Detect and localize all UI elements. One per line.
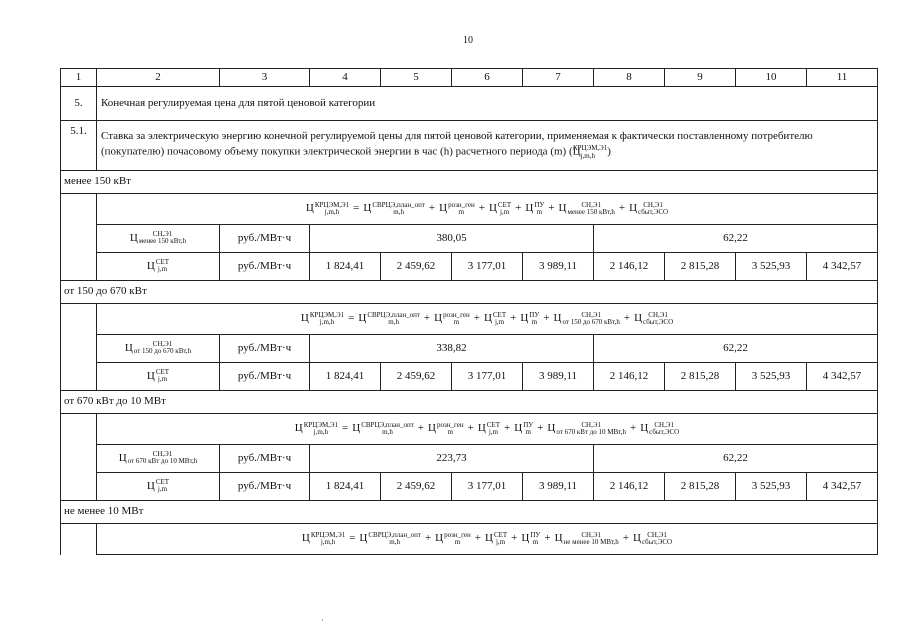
formula-term [434,312,470,324]
formula [295,422,679,436]
symbol-sup: СЕТ [155,258,170,267]
symbol-sup: СЕТ [493,530,508,539]
group-title: от 670 кВт до 10 МВт [61,391,878,414]
value-spacer [61,253,97,281]
sn-label [97,445,220,473]
value-spacer [61,225,97,253]
formula-row [61,414,878,445]
symbol-letter: Ц [146,259,155,272]
symbol-letter: Ц [300,312,309,325]
symbol-sub: j,m [495,537,506,546]
symbol-sup: СН,Э1 [152,450,173,459]
symbol-sub: j,m,h [324,207,340,216]
symbol-indices [529,312,539,326]
set-value: 2 146,12 [594,253,665,281]
formula-operator: + [467,422,474,435]
set-symbol [147,260,169,272]
symbol-sub: от 150 до 670 кВт,h [562,317,620,326]
sbyt-value: 62,22 [594,225,878,253]
set-value: 4 342,57 [807,473,878,501]
symbol-indices [156,479,169,493]
symbol-letter: Ц [359,532,368,545]
symbol-letter: Ц [129,231,138,244]
symbol-sub: m [447,427,453,436]
sn-value-row [61,335,878,363]
formula-operator: + [478,202,485,215]
symbol-letter: Ц [521,532,530,545]
column-number: 11 [807,69,878,87]
formula-term [521,532,540,544]
symbol-sup: СЕТ [497,200,512,209]
symbol-sup: КРЦЭМ,Э1 [310,530,346,539]
formula-operator: + [515,202,522,215]
symbol-indices [368,532,421,546]
symbol-letter: Ц [118,451,127,464]
symbol-indices [638,202,668,216]
column-number: 9 [665,69,736,87]
formula [302,532,672,546]
symbol-indices [493,312,506,326]
formula-term [514,422,533,434]
group-heading-row [61,391,878,414]
column-number: 7 [523,69,594,87]
formula-term [554,312,620,324]
description-sup: КРЦЭМ,Э1 [572,144,608,153]
sn-value: 338,82 [310,335,594,363]
symbol-indices [556,422,626,436]
symbol-indices [128,451,198,465]
symbol-sup: СН,Э1 [581,200,601,209]
symbol-letter: Ц [146,369,155,382]
formula-term [363,202,425,214]
set-value: 3 989,11 [523,473,594,501]
symbol-letter: Ц [352,422,361,435]
symbol-letter: Ц [305,202,314,215]
symbol-sub: m,h [393,207,404,216]
symbol-sup: СВРЦЭ,план_опт [367,310,420,319]
symbol-sup: ПУ [534,200,545,209]
symbol-sub: j,m [157,375,168,384]
formula-term [547,422,626,434]
symbol-indices [372,202,425,216]
formula-spacer [61,304,97,335]
formula-operator: + [544,532,551,545]
formula-spacer [61,194,97,225]
symbol-indices [643,312,673,326]
symbol-sup: СН,Э1 [152,230,173,239]
formula-term [359,532,421,544]
formula-row [61,304,878,335]
value-spacer [61,335,97,363]
symbol-sub: от 670 кВт до 10 МВт,h [127,457,198,466]
unit-label: руб./МВт·ч [220,363,310,391]
formula-cell [97,194,878,225]
symbol-letter: Ц [428,422,436,435]
symbol-letter: Ц [358,312,367,325]
symbol-indices [562,312,619,326]
symbol-indices [437,422,464,436]
symbol-sub: сбыт,ЭСО [638,207,669,216]
section-number: 5. [61,87,97,121]
set-value: 1 824,41 [310,473,381,501]
symbol-indices [642,532,672,546]
column-number: 1 [61,69,97,87]
formula-operator: + [623,312,631,325]
formula-operator: + [423,312,431,325]
formula-term [640,422,679,434]
symbol-sup: СЕТ [155,478,170,487]
symbol-indices [443,312,470,326]
symbol-sup: СН,Э1 [647,530,667,539]
symbol-sub: от 670 кВт до 10 МВт,h [556,427,626,436]
formula-cell [97,304,878,335]
stray-mark: · [321,616,324,625]
formula-term [484,312,506,324]
unit-label: руб./МВт·ч [220,335,310,363]
formula-row [61,194,878,225]
symbol-sup: СВРЦЭ,план_опт [361,420,414,429]
symbol-sub: j,m,h [313,427,329,436]
sn-value-row [61,225,878,253]
symbol-sub: j,m,h [320,537,336,546]
symbol-sub: m [454,537,461,546]
symbol-sub: m [453,317,460,326]
symbol-sub: j,m [499,207,510,216]
tariff-table [60,68,878,555]
symbol-sup: СН,Э1 [581,420,601,429]
group-heading-row [61,501,878,524]
unit-label: руб./МВт·ч [220,225,310,253]
formula-term [352,422,414,434]
formula-term [478,422,500,434]
set-value: 3 525,93 [736,363,807,391]
symbol-sup: розн_ген [448,200,475,209]
unit-label: руб./МВт·ч [220,253,310,281]
formula [301,312,673,326]
symbol-sub: j,m [488,427,498,436]
symbol-letter: Ц [633,532,641,545]
symbol-indices [523,422,533,436]
sn-symbol [119,452,198,464]
formula-cell [97,414,878,445]
symbol-indices [568,202,615,216]
set-value-row [61,253,878,281]
symbol-letter: Ц [435,532,444,545]
set-value: 2 146,12 [594,473,665,501]
sn-symbol [130,232,186,244]
symbol-sub: сбыт,ЭСО [643,317,674,326]
symbol-letter: Ц [483,312,492,325]
set-value: 3 989,11 [523,363,594,391]
sbyt-value: 62,22 [594,445,878,473]
symbol-sub: m [525,427,531,436]
set-value: 2 459,62 [381,473,452,501]
column-number: 3 [220,69,310,87]
value-spacer [61,363,97,391]
formula-term [633,532,672,544]
symbol-letter: Ц [439,202,448,215]
set-value: 2 815,28 [665,253,736,281]
group-title: не менее 10 МВт [61,501,878,524]
set-value-row [61,363,878,391]
symbol-sup: ПУ [523,420,534,429]
symbol-indices [494,532,507,546]
symbol-sup: СН,Э1 [152,340,173,349]
set-symbol [147,480,169,492]
group-heading-row [61,281,878,304]
column-number: 5 [381,69,452,87]
subsection-row [61,121,878,171]
formula-term [525,202,544,214]
symbol-sup: СН,Э1 [581,310,601,319]
formula-term [634,312,673,324]
symbol-indices [134,341,191,355]
symbol-sub: j,m [494,317,505,326]
symbol-letter: Ц [294,422,303,435]
set-value: 3 989,11 [523,253,594,281]
formula-operator: + [504,422,511,435]
set-label [97,363,220,391]
formula-term [555,532,619,544]
symbol-sup: КРЦЭМ,Э1 [309,310,345,319]
formula-term [485,532,507,544]
set-value: 3 525,93 [736,473,807,501]
symbol-letter: Ц [484,532,493,545]
section-title: Конечная регулируемая цена для пятой ценовой категории [97,87,878,121]
symbol-letter: Ц [640,422,649,435]
symbol-indices [315,202,349,216]
sbyt-value: 62,22 [594,335,878,363]
set-value-row [61,473,878,501]
symbol-sub: m [532,537,539,546]
sn-value: 223,73 [310,445,594,473]
symbol-sub: m [458,207,465,216]
formula-operator: = [348,312,355,325]
formula-lhs [302,532,345,544]
symbol-indices [156,369,169,383]
symbol-sup: СН,Э1 [643,200,663,209]
sn-symbol [125,342,191,354]
page-number: 10 [463,35,473,46]
set-value: 2 459,62 [381,363,452,391]
symbol-sup: СН,Э1 [581,530,601,539]
group-heading-row [61,171,878,194]
symbol-letter: Ц [477,422,486,435]
formula-operator: = [342,422,349,435]
set-symbol [147,370,169,382]
formula-operator: + [474,532,481,545]
formula-operator: + [417,422,424,435]
set-value: 2 815,28 [665,363,736,391]
symbol-letter: Ц [520,312,529,325]
symbol-letter: Ц [488,202,497,215]
formula-operator: + [424,532,432,545]
sn-value-row [61,445,878,473]
set-value: 4 342,57 [807,363,878,391]
set-value: 1 824,41 [310,253,381,281]
formula-operator: + [473,312,480,325]
symbol-sub: менее 150 кВт,h [138,237,187,246]
set-value: 3 525,93 [736,253,807,281]
formula-term [435,532,471,544]
set-label [97,473,220,501]
symbol-letter: Ц [629,202,638,215]
symbol-sub: m,h [382,427,393,436]
symbol-sub: j,m,h [319,317,335,326]
symbol-sup: розн_ген [444,530,471,539]
symbol-indices [304,422,338,436]
symbol-sup: СВРЦЭ,план_опт [368,530,421,539]
column-numbers-row [61,69,878,87]
symbol-letter: Ц [146,479,155,492]
symbol-letter: Ц [514,422,523,435]
symbol-sub: m [531,317,538,326]
formula-operator: + [543,312,550,325]
symbol-sup: СН,Э1 [648,310,668,319]
formula-operator: + [511,532,518,545]
unit-label: руб./МВт·ч [220,445,310,473]
symbol-sub: не менее 10 МВт,h [563,537,619,546]
formula-lhs [295,422,338,434]
set-label [97,253,220,281]
subsection-number: 5.1. [61,121,97,171]
formula-term [489,202,511,214]
formula-operator: + [537,422,544,435]
symbol-letter: Ц [558,202,567,215]
group-title: менее 150 кВт [61,171,878,194]
description-sub: j,m,h [580,151,595,160]
symbol-indices [564,532,619,546]
formula-cell [97,524,878,555]
set-value: 3 177,01 [452,473,523,501]
sn-label [97,225,220,253]
sn-label [97,335,220,363]
value-spacer [61,473,97,501]
set-value: 2 459,62 [381,253,452,281]
symbol-letter: Ц [553,312,562,325]
symbol-indices [139,231,186,245]
group-title: от 150 до 670 кВт [61,281,878,304]
column-number: 8 [594,69,665,87]
set-value: 3 177,01 [452,363,523,391]
formula-operator: = [349,532,356,545]
unit-label: руб./МВт·ч [220,473,310,501]
subsection-description [97,121,878,171]
formula-term [358,312,420,324]
formula-lhs [301,312,344,324]
symbol-indices [311,532,345,546]
formula-operator: + [622,532,630,545]
symbol-indices [534,202,544,216]
symbol-indices [310,312,344,326]
symbol-sup: розн_ген [443,310,470,319]
symbol-sub: j,m [157,485,168,494]
formula-row [61,524,878,555]
symbol-letter: Ц [301,532,310,545]
symbol-indices [444,532,471,546]
symbol-sup: СВРЦЭ,план_опт [372,200,425,209]
symbol-letter: Ц [363,202,372,215]
symbol-sup: СЕТ [492,310,507,319]
symbol-indices [498,202,511,216]
description-text: Ставка за электрическую энергию конечной регулируемой цены для пятой ценовой категории, применяемая к фактически поставленному потребителю (покупателю) почасовому объему покупки электрической энергии в час (h) расчетного периода (m) (Ц [101,130,813,158]
set-value: 2 146,12 [594,363,665,391]
symbol-sup: СЕТ [486,420,501,429]
column-number: 6 [452,69,523,87]
symbol-sup: ПУ [529,310,540,319]
symbol-indices [156,259,169,273]
symbol-sup: КРЦЭМ,Э1 [314,200,350,209]
set-value: 3 177,01 [452,253,523,281]
set-value: 4 342,57 [807,253,878,281]
formula-operator: + [629,422,637,435]
formula-operator: + [428,202,436,215]
column-number: 4 [310,69,381,87]
symbol-sub: j,m [157,265,168,274]
formula-term [439,202,475,214]
column-number: 10 [736,69,807,87]
formula [306,202,668,216]
formula-lhs [306,202,349,214]
formula-spacer [61,524,97,555]
formula-term [629,202,668,214]
formula-term [559,202,615,214]
symbol-sub: сбыт,ЭСО [641,537,673,546]
symbol-sup: КРЦЭМ,Э1 [303,420,339,429]
symbol-sup: СЕТ [155,368,170,377]
formula-term [428,422,464,434]
symbol-sup: СН,Э1 [654,420,674,429]
set-value: 1 824,41 [310,363,381,391]
formula-operator: = [353,202,360,215]
column-number: 2 [97,69,220,87]
symbol-indices [530,532,540,546]
symbol-sub: от 150 до 670 кВт,h [133,347,192,356]
symbol-sub: m,h [388,317,399,326]
symbol-sub: сбыт,ЭСО [649,427,680,436]
symbol-indices [361,422,414,436]
value-spacer [61,445,97,473]
symbol-indices [448,202,475,216]
symbol-letter: Ц [525,202,534,215]
symbol-indices [649,422,679,436]
formula-operator: + [510,312,517,325]
symbol-sub: менее 150 кВт,h [567,207,615,216]
symbol-sup: ПУ [530,530,541,539]
formula-operator: + [548,202,555,215]
symbol-sub: m,h [389,537,400,546]
formula-spacer [61,414,97,445]
formula-operator: + [618,202,626,215]
symbol-letter: Ц [554,532,563,545]
symbol-sub: m [536,207,543,216]
symbol-sup: розн_ген [436,420,464,429]
description-end: ) [607,145,611,158]
set-value: 2 815,28 [665,473,736,501]
formula-term [520,312,539,324]
sn-value: 380,05 [310,225,594,253]
symbol-letter: Ц [547,422,556,435]
symbol-indices [487,422,500,436]
symbol-letter: Ц [634,312,643,325]
section-row [61,87,878,121]
symbol-letter: Ц [124,341,133,354]
symbol-indices [367,312,420,326]
symbol-letter: Ц [434,312,443,325]
